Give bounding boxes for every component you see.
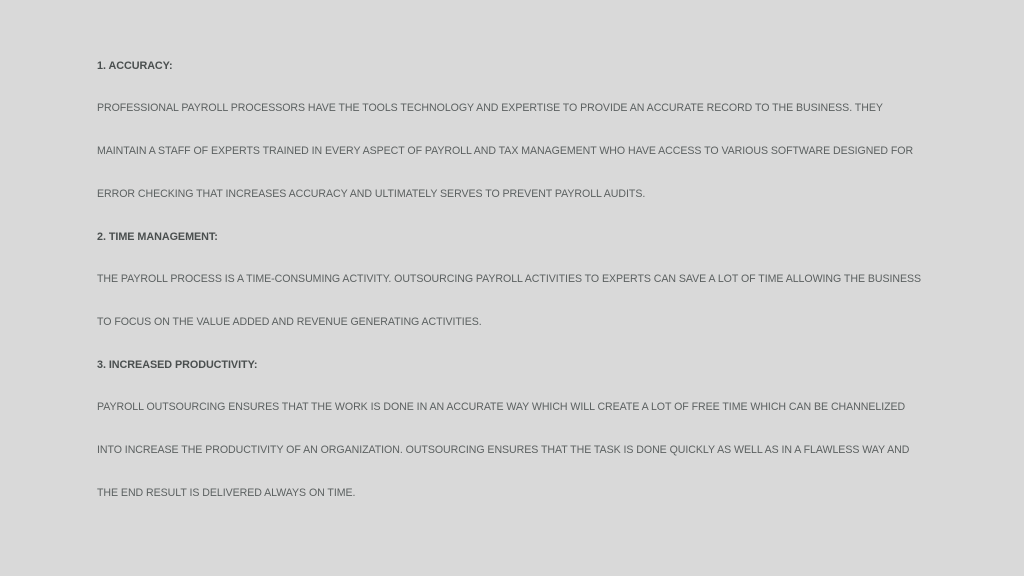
- productivity-text-line-2: INTO INCREASE THE PRODUCTIVITY OF AN ORGANIZATION. OUTSOURCING ENSURES THAT THE TASK IS DONE QUICKLY AS WELL AS IN A FLAWLESS WAY AND: [97, 444, 910, 456]
- section-heading-time-management: 2. TIME MANAGEMENT:: [97, 231, 218, 243]
- accuracy-text-line-3: ERROR CHECKING THAT INCREASES ACCURACY AND ULTIMATELY SERVES TO PREVENT PAYROLL AUDITS.: [97, 188, 646, 200]
- section-heading-accuracy: 1. ACCURACY:: [97, 60, 173, 72]
- productivity-text-line-1: PAYROLL OUTSOURCING ENSURES THAT THE WORK IS DONE IN AN ACCURATE WAY WHICH WILL CREATE A LOT OF FREE TIME WHICH CAN BE CHANNELIZED: [97, 401, 906, 413]
- accuracy-text-line-2: MAINTAIN A STAFF OF EXPERTS TRAINED IN EVERY ASPECT OF PAYROLL AND TAX MANAGEMENT WHO HAVE ACCESS TO VARIOUS SOFTWARE DESIGNED FOR: [97, 145, 914, 157]
- section-heading-increased-productivity: 3. INCREASED PRODUCTIVITY:: [97, 359, 258, 371]
- accuracy-text-line-1: PROFESSIONAL PAYROLL PROCESSORS HAVE THE TOOLS TECHNOLOGY AND EXPERTISE TO PROVIDE AN ACCURATE RECORD TO THE BUSINESS. THEY: [97, 102, 883, 114]
- productivity-text-line-3: THE END RESULT IS DELIVERED ALWAYS ON TIME.: [97, 487, 356, 499]
- time-management-text-line-1: THE PAYROLL PROCESS IS A TIME-CONSUMING ACTIVITY. OUTSOURCING PAYROLL ACTIVITIES TO EXPERTS CAN SAVE A LOT OF TIME ALLOWING THE BUSINESS: [97, 273, 922, 285]
- time-management-text-line-2: TO FOCUS ON THE VALUE ADDED AND REVENUE GENERATING ACTIVITIES.: [97, 316, 482, 328]
